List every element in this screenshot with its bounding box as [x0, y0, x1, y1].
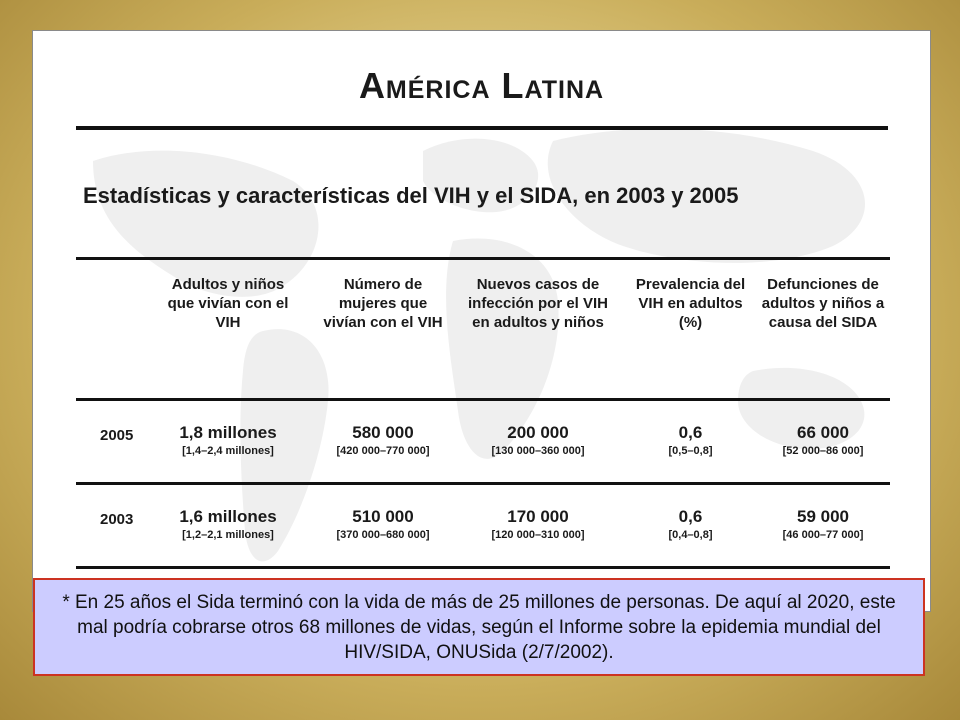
- cell-value: 200 000: [507, 423, 569, 442]
- footnote-text: * En 25 años el Sida terminó con la vida de más de 25 millones de personas. De aquí al 2020, este mal podría cobrarse otros 68 millones de vidas, según el Informe sobre la epidemia mundial del HIV/SIDA, ONUSida (2/7/2002).: [62, 591, 896, 663]
- cell-value: 580 000: [352, 423, 414, 442]
- slide-title: América Latina: [358, 65, 605, 106]
- cell-value: 510 000: [352, 507, 414, 526]
- row-year-2005: 2005: [100, 427, 134, 444]
- column-header-adults-children: Adultos y niños que vivían con el VIH: [167, 276, 289, 331]
- column-header-new-infections: Nuevos casos de infección por el VIH en adultos y niños: [467, 276, 609, 331]
- table-cell: [761, 507, 885, 541]
- table-cell: [761, 423, 885, 457]
- column-header-women: Número de mujeres que vivían con el VIH: [323, 276, 443, 331]
- table-cell: [463, 423, 613, 457]
- table-cell: [318, 507, 448, 541]
- cell-range: [52 000–86 000]: [782, 445, 864, 457]
- column-header-prevalence: Prevalencia del VIH en adultos (%): [635, 276, 746, 331]
- table-cell: [318, 423, 448, 457]
- table-title: Estadísticas y características del VIH y el SIDA, en 2003 y 2005: [83, 183, 739, 208]
- cell-range: [1,4–2,4 millones]: [182, 445, 274, 457]
- cell-range: [46 000–77 000]: [782, 529, 864, 541]
- cell-range: [420 000–770 000]: [336, 445, 430, 457]
- footnote-box: [33, 578, 925, 676]
- row-year-2003: 2003: [100, 511, 134, 528]
- table-bottom-rule: [76, 566, 890, 569]
- cell-value: 0,6: [678, 507, 703, 526]
- column-header-deaths: Defunciones de adultos y niños a causa del SIDA: [761, 276, 885, 331]
- table-cell: [158, 423, 298, 457]
- cell-range: [1,2–2,1 millones]: [182, 529, 274, 541]
- table-cell: [628, 423, 753, 457]
- cell-value: 0,6: [678, 423, 703, 442]
- cell-value: 59 000: [797, 507, 849, 526]
- cell-range: [370 000–680 000]: [336, 529, 430, 541]
- table-cell: [158, 507, 298, 541]
- cell-value: 1,6 millones: [179, 507, 277, 526]
- slide-panel: [32, 30, 931, 612]
- table-cell: [463, 507, 613, 541]
- table-cell: [628, 507, 753, 541]
- cell-range: [130 000–360 000]: [491, 445, 585, 457]
- table-header-rule: [76, 398, 890, 401]
- cell-value: 170 000: [507, 507, 569, 526]
- table-row-rule: [76, 482, 890, 485]
- cell-value: 1,8 millones: [179, 423, 277, 442]
- cell-value: 66 000: [797, 423, 849, 442]
- cell-range: [0,5–0,8]: [668, 445, 713, 457]
- cell-range: [120 000–310 000]: [491, 529, 585, 541]
- title-divider: [76, 126, 888, 130]
- table-top-rule: [76, 257, 890, 260]
- cell-range: [0,4–0,8]: [668, 529, 713, 541]
